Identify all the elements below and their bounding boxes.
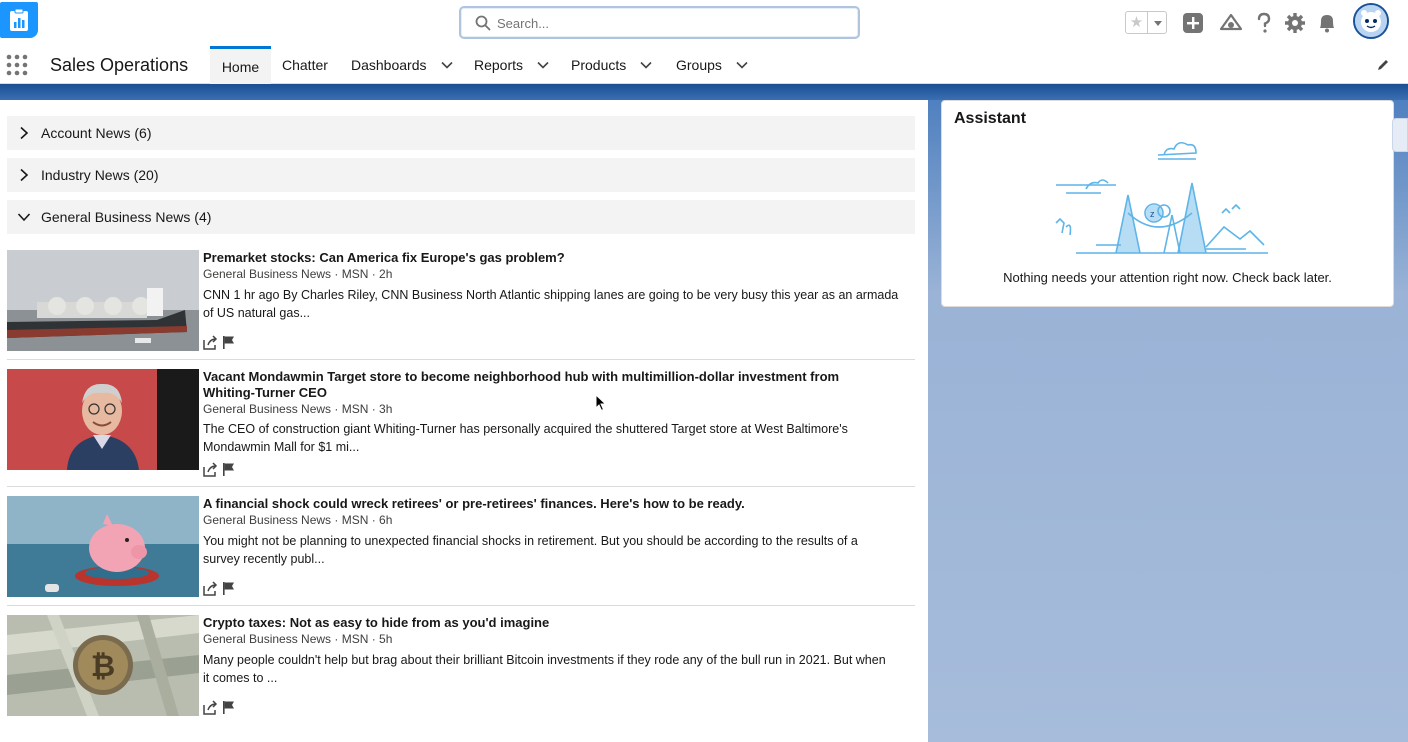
news-meta: General Business News · MSN · 6h [203, 513, 393, 527]
share-icon[interactable] [203, 581, 218, 596]
news-article [7, 369, 915, 470]
news-snippet-line: The CEO of construction giant Whiting-Turner has personally acquired the shuttered Target store at West Baltimore's [203, 422, 848, 436]
news-actions [203, 581, 236, 597]
sleeping-hammock-illustration [1046, 135, 1291, 259]
news-title[interactable]: Premarket stocks: Can America fix Europe's gas problem? [203, 250, 565, 265]
section-label: Account News (6) [41, 125, 152, 141]
favorite-star-icon[interactable]: ★ [1126, 12, 1148, 33]
section-label: Industry News (20) [41, 167, 159, 183]
news-actions [203, 335, 236, 351]
tab-reports[interactable] [474, 46, 549, 84]
news-actions [203, 700, 236, 716]
news-meta: General Business News · MSN · 5h [203, 632, 393, 646]
news-thumbnail-image[interactable] [7, 369, 199, 470]
news-snippet [203, 532, 913, 568]
user-avatar[interactable] [1353, 3, 1389, 39]
news-article [7, 615, 915, 716]
tab-groups[interactable] [676, 46, 748, 84]
tab-label: Reports [474, 57, 524, 73]
tab-dashboards[interactable] [351, 46, 453, 84]
tab-label: Chatter [282, 57, 328, 73]
share-icon[interactable] [203, 462, 218, 477]
flag-icon[interactable] [222, 700, 236, 714]
search-icon [475, 15, 491, 31]
share-icon[interactable] [203, 335, 218, 350]
news-snippet-line: You might not be planning to unexpected financial shocks in retirement. But you should be according to the results of a [203, 534, 858, 548]
header-banner-band [0, 84, 1408, 100]
favorites-group [1125, 11, 1167, 34]
news-thumbnail-image[interactable] [7, 496, 199, 597]
flag-icon[interactable] [222, 335, 236, 349]
chevron-down-icon[interactable] [537, 59, 549, 71]
chevron-down-icon[interactable] [736, 59, 748, 71]
tab-label: Home [221, 58, 260, 75]
news-card [0, 100, 928, 742]
section-account-news[interactable] [7, 116, 915, 150]
flag-icon[interactable] [222, 462, 236, 476]
tab-home[interactable] [210, 46, 271, 84]
svg-text:z: z [1150, 209, 1155, 219]
share-icon[interactable] [203, 700, 218, 715]
section-label: General Business News (4) [41, 209, 212, 225]
edit-nav-pencil-icon[interactable] [1376, 58, 1390, 72]
setup-gear-icon[interactable] [1283, 11, 1307, 35]
news-article [7, 496, 915, 597]
tab-label: Dashboards [351, 57, 427, 73]
news-article [7, 250, 915, 351]
global-add-icon[interactable] [1181, 11, 1205, 35]
favorites-dropdown-icon[interactable] [1149, 12, 1167, 33]
chevron-down-icon[interactable] [640, 59, 652, 71]
global-header [0, 0, 1408, 46]
assistant-empty-message: Nothing needs your attention right now. Check back later. [1003, 270, 1332, 285]
news-snippet-line: survey recently publ... [203, 552, 325, 566]
app-logo-icon[interactable] [0, 2, 38, 38]
panel-collapse-handle[interactable] [1392, 118, 1408, 152]
news-snippet-line: Mondawmin Mall for $1 mi... [203, 440, 360, 454]
news-snippet-line: of US natural gas... [203, 306, 311, 320]
news-title-line: Whiting-Turner CEO [203, 385, 327, 400]
news-title[interactable] [203, 369, 903, 401]
app-name: Sales Operations [50, 55, 189, 75]
section-industry-news[interactable] [7, 158, 915, 192]
section-general-business-news[interactable] [7, 200, 915, 234]
news-thumbnail-image[interactable] [7, 615, 199, 716]
chevron-right-icon [17, 126, 31, 140]
news-divider [7, 359, 915, 360]
tab-products[interactable] [571, 46, 652, 84]
svg-text:₿: ₿ [90, 650, 116, 683]
global-search[interactable] [459, 6, 860, 39]
tab-label: Products [571, 57, 627, 73]
news-meta: General Business News · MSN · 2h [203, 267, 393, 281]
news-title-line: Vacant Mondawmin Target store to become neighborhood hub with multimillion-dollar investment from [203, 369, 840, 384]
flag-icon[interactable] [222, 581, 236, 595]
search-input[interactable] [497, 12, 847, 34]
trailhead-icon[interactable] [1219, 11, 1243, 35]
news-title[interactable]: A financial shock could wreck retirees' or pre-retirees' finances. Here's how to be ready. [203, 496, 745, 511]
chevron-down-icon [17, 210, 31, 224]
chevron-right-icon [17, 168, 31, 182]
app-nav-bar [0, 46, 1408, 84]
tab-label: Groups [676, 57, 722, 73]
news-title[interactable]: Crypto taxes: Not as easy to hide from as you'd imagine [203, 615, 550, 630]
news-snippet [203, 651, 913, 687]
assistant-card [941, 100, 1394, 307]
news-snippet-line: it comes to ... [203, 671, 278, 685]
app-launcher-icon[interactable] [6, 54, 28, 76]
news-thumbnail-image[interactable] [7, 250, 199, 351]
notifications-bell-icon[interactable] [1315, 11, 1339, 35]
news-snippet [203, 286, 913, 322]
news-snippet [203, 420, 913, 456]
chevron-down-icon[interactable] [441, 59, 453, 71]
news-meta: General Business News · MSN · 3h [203, 402, 393, 416]
news-divider [7, 486, 915, 487]
assistant-title: Assistant [954, 110, 1027, 127]
tab-chatter[interactable] [282, 46, 328, 84]
mouse-cursor-icon [595, 394, 607, 412]
news-divider [7, 605, 915, 606]
news-snippet-line: Many people couldn't help but brag about their brilliant Bitcoin investments if they rode any of the bull run in 2021. But when [203, 653, 886, 667]
news-actions [203, 462, 236, 478]
help-icon[interactable] [1252, 11, 1276, 35]
news-snippet-line: CNN 1 hr ago By Charles Riley, CNN Business North Atlantic shipping lanes are going to be very busy this year as an armada [203, 288, 899, 302]
